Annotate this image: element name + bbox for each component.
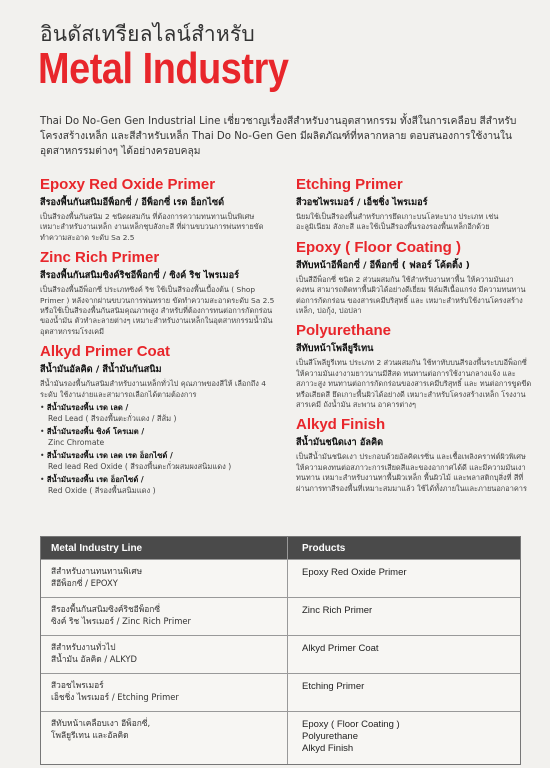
table-row: [41, 597, 520, 635]
section-polyurethane: [296, 322, 532, 410]
line-cell: สีสำหรับงานทั่วไป สีน้ำมัน อัลคิด / ALKYD: [51, 642, 137, 664]
intro-paragraph: Thai Do No-Gen Gen Industrial Line เชี่ยวชาญเรื่องสีสำหรับงานอุตสาหกรรม ทั้งสีในการเคลือบ สีสำหรับโครงสร้างเหล็ก และสีสำหรับเหล็ก Thai Do No-Gen Gen มีผลิตภัณฑ์ที่หลากหลาย ตอบสนองการใช้งานในอุตสาหกรรมต่างๆ ได้อย่างครอบคลุม: [40, 116, 517, 157]
section-text: เป็นสีรองพื้นอีพ็อกซี่ ประเภทซิงค์ ริช ใช้เป็นสีรองพื้นเบื้องต้น ( Shop Primer ) หลังจากผ่านขบวนการพ่นทราย ขัดทำความสะอาดระดับ Sa 2.5 หรือใช้เป็นสีรองพื้นกันสนิมคุณภาพสูง สำหรับที่ต้องการทนต่อการกัดกร่อนของน้ำมัน ตัวทำละลายต่างๆ เหมาะสำหรับงานเหล็กในอุตสาหกรรมน้ำมัน อุตสาหกรรมโรงเคมี: [40, 285, 275, 336]
line-cell: สีทับหน้าเคลือบเงา อีพ็อกซี่, โพลียูรีเทน และอัลคิด: [51, 718, 151, 740]
section-subtitle: สีรองพื้นกันสนิมซิงค์ริชอีพ็อกซี่ / ซิงค์ ริช ไพรเมอร์: [40, 270, 240, 282]
section-text: เป็นสีอีพ็อกซี่ ชนิด 2 ส่วนผสมกัน ใช้สำหรับงานทาพื้น ให้ความมันเงา คงทน สามารถติดทาพื้นผิวได้อย่างดีเยี่ยม ฟิล์มสีเนื้อแกร่ง มีความทนทานต่อการกัดกร่อน ของสารเคมีบริสุทธิ์ และ เหมาะสำหรับใช้งานโครงสร้างเหล็ก, บ่อกุ้ง, บ่อปลา: [296, 274, 526, 316]
section-etching-primer: [296, 176, 532, 233]
section-text: สีน้ำมันรองพื้นกันสนิมสำหรับงานเหล็กทั่วไป คุณภาพของสีให้ เลือกถึง 4 ระดับ ใช้งานง่ายและสามารถเลือกได้ตามต้องการ: [40, 379, 266, 399]
product-table: [40, 536, 521, 765]
section-epoxy-floor: [296, 239, 532, 317]
line-cell: สีวอชไพรเมอร์ เอ็ชชิ่ง ไพรเมอร์ / Etching Primer: [51, 680, 179, 702]
section-title: Alkyd Primer Coat: [40, 343, 171, 361]
section-subtitle: สีทับหน้าโพลียูรีเทน: [296, 343, 374, 355]
products-cell: Etching Primer: [287, 674, 520, 711]
list-item: • สีน้ำมันรองพื้น เรด เลด / Red Lead ( สีรองพื้นตะกั่วแดง / สีส้ม ): [40, 403, 177, 423]
products-cell: Epoxy Red Oxide Primer: [287, 560, 520, 597]
section-text: เป็นสีรองพื้นกันสนิม 2 ชนิดผสมกัน ที่ต้องการความทนทานเป็นพิเศษ เหมาะสำหรับงานเหล็ก งานเหล็กชุบสังกะสี ที่ผ่านขบวนการพ่นทรายขัดทำความสะอาด ระดับ Sa 2.5: [40, 212, 264, 242]
table-row: [41, 711, 520, 764]
section-text: เป็นสีโพลียูรีเทน ประเภท 2 ส่วนผสมกัน ใช้ทาทับบนสีรองพื้นระบบอีพ็อกซี่ให้ความมันเงางามยาวนานมีสีสด ทนทานต่อการใช้งานกลางแจ้ง และสภาวะสูง ทนทานต่อการกัดกร่อนของสารเคมีบริสุทธิ์ และ ทนต่อการขูดขีด หรือเสียดสี ยึดเกาะพื้นผิวได้อย่างดี เหมาะสำหรับโครงสร้างเหล็ก โรงงาน สารเคมี ถังน้ำมัน สะพาน อาคารต่างๆ: [296, 358, 532, 410]
products-cell: Zinc Rich Primer: [287, 598, 520, 635]
section-title: Epoxy Red Oxide Primer: [40, 176, 216, 193]
list-item: • สีน้ำมันรองพื้น ซิงค์ โครเมต / Zinc Chromate: [40, 427, 145, 447]
section-title: Zinc Rich Primer: [40, 249, 160, 267]
section-title: Alkyd Finish: [296, 416, 386, 434]
products-cell: Epoxy ( Floor Coating ) Polyurethane Alkyd Finish: [287, 712, 520, 764]
primer-options-list: [40, 403, 276, 496]
section-subtitle: สีน้ำมันอัลคิด / สีน้ำมันกันสนิม: [40, 364, 162, 376]
section-subtitle: สีน้ำมันชนิดเงา อัลคิด: [296, 437, 384, 449]
list-item: • สีน้ำมันรองพื้น เรด อ็อกไซด์ / Red Oxide ( สีรองพื้นสนิมแดง ): [40, 475, 156, 495]
section-epoxy-red-oxide: [40, 176, 276, 243]
section-subtitle: สีรองพื้นกันสนิมอีพ็อกซี่ / อีพ็อกซี่ เรด อ็อกไซด์: [40, 197, 225, 208]
list-item: • สีน้ำมันรองพื้น เรด เลด เรด อ็อกไซด์ / Red lead Red Oxide ( สีรองพื้นตะกั่วผสมผงสนิมแดง ): [40, 451, 232, 471]
table-row: [41, 635, 520, 673]
section-text: เป็นสีน้ำมันชนิดเงา ประกอบด้วยอัลคิดเรซิ่น และเชื้อเพลิงคราฟต์ผิวพิเศษ ให้ความคงทนต่อสภาวะการเสียดสีและของอากาศได้ดี และมีความมันเงา ทนทาน เหมาะสำหรับงานทาพื้นผิวเหล็ก พื้นผิวไม้ และพลาสติกบุสิ่งที่ สีที่ผ่านการทาสีรองพื้นที่เหมาะสมมาแล้ว ใช้ได้ทั้งภายในและภายนอกอาคาร: [296, 452, 527, 493]
table-row: [41, 559, 520, 597]
section-title: Epoxy ( Floor Coating ): [296, 238, 461, 256]
section-subtitle: สีทับหน้าอีพ็อกซี่ / อีพ็อกซี่ ( ฟลอร์ โค้ตติ้ง ): [296, 259, 470, 271]
table-header: [41, 537, 520, 559]
products-cell: Alkyd Primer Coat: [287, 636, 520, 673]
thai-heading: อินดัสเทรียลไลน์สำหรับ: [40, 22, 255, 46]
section-alkyd-finish: [296, 416, 532, 494]
table-row: [41, 673, 520, 711]
line-cell: สีสำหรับงานทนทานพิเศษ สีอีพ็อกซี่ / EPOXY: [51, 566, 143, 588]
section-text: นิยมใช้เป็นสีรองพื้นสำหรับการยึดเกาะบนโลหะบาง ประเภท เช่น อะลูมิเนียม สังกะสี และใช้เป็นสีรองพื้นรองรองพื้นเหล็กอีกด้วย: [296, 212, 499, 232]
header-products: Products: [287, 537, 520, 559]
section-title: Etching Primer: [296, 176, 403, 193]
page-title: Metal Industry: [38, 44, 289, 93]
section-zinc-rich: [40, 249, 276, 337]
left-column: [40, 176, 276, 502]
section-subtitle: สีวอชไพรเมอร์ / เอ็ชชิ่ง ไพรเมอร์: [296, 197, 428, 208]
section-alkyd-primer: [40, 343, 276, 496]
section-title: Polyurethane: [296, 322, 392, 340]
header-line: Metal Industry Line: [51, 542, 143, 554]
line-cell: สีรองพื้นกันสนิมซิงค์ริชอีพ็อกซี่ ซิงค์ ริช ไพรเมอร์ / Zinc Rich Primer: [51, 604, 191, 626]
right-column: [296, 176, 532, 500]
